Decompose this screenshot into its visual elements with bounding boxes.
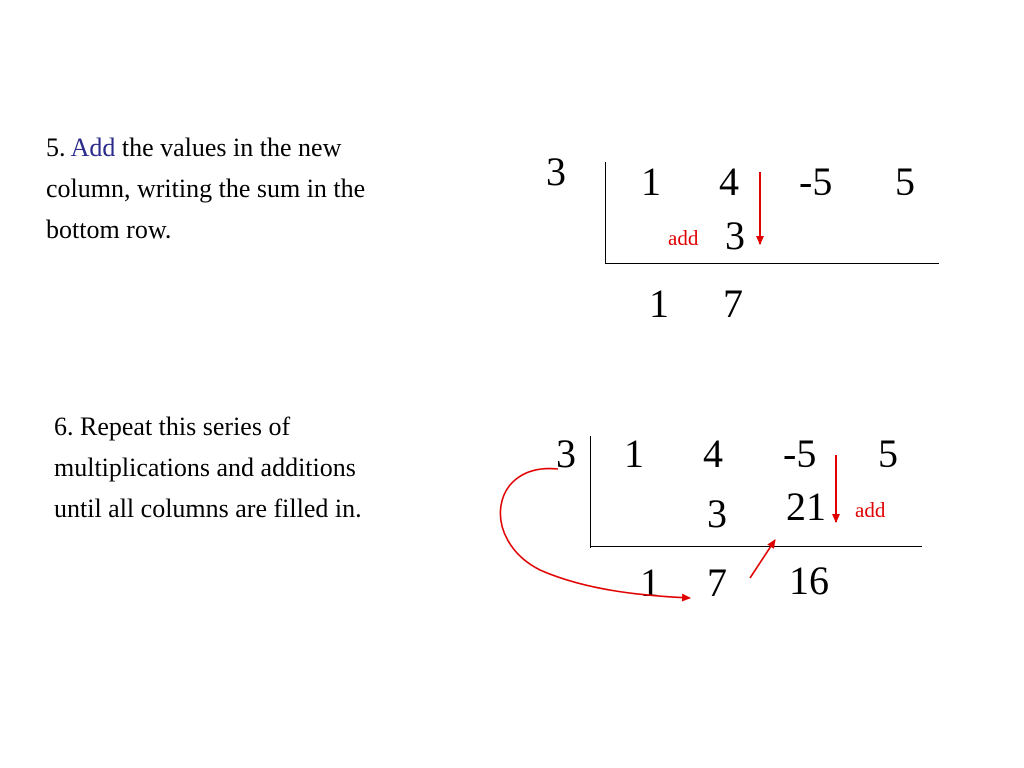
multiply-diagonal-arrow [750, 540, 775, 578]
add-label: add [855, 498, 886, 522]
result-value: 16 [789, 558, 829, 603]
result-value: 1 [640, 560, 660, 605]
step-5-keyword: Add [70, 133, 116, 162]
multiply-curve-arrow [500, 469, 690, 598]
divisor: 3 [546, 149, 566, 194]
step-6-instruction: 6. Repeat this series of multiplications and additions until all columns are filled in. [54, 412, 362, 523]
coefficient: 1 [624, 431, 644, 476]
middle-value: 21 [786, 484, 826, 529]
step-5-number: 5. [46, 133, 66, 162]
coefficient: 5 [878, 431, 898, 476]
result-value: 7 [723, 281, 743, 326]
coefficient: -5 [799, 159, 833, 204]
coefficient: 5 [895, 159, 915, 204]
result-value: 1 [649, 281, 669, 326]
coefficient: -5 [783, 431, 817, 476]
divisor: 3 [556, 431, 576, 476]
middle-value: 3 [707, 491, 727, 536]
result-value: 7 [707, 560, 727, 605]
middle-value: 3 [725, 213, 745, 258]
step-5-rest: the values in the new column, writing the sum in the bottom row. [46, 133, 366, 244]
coefficient: 4 [719, 159, 739, 204]
add-label: add [668, 226, 699, 250]
coefficient: 1 [641, 159, 661, 204]
coefficient: 4 [703, 431, 723, 476]
